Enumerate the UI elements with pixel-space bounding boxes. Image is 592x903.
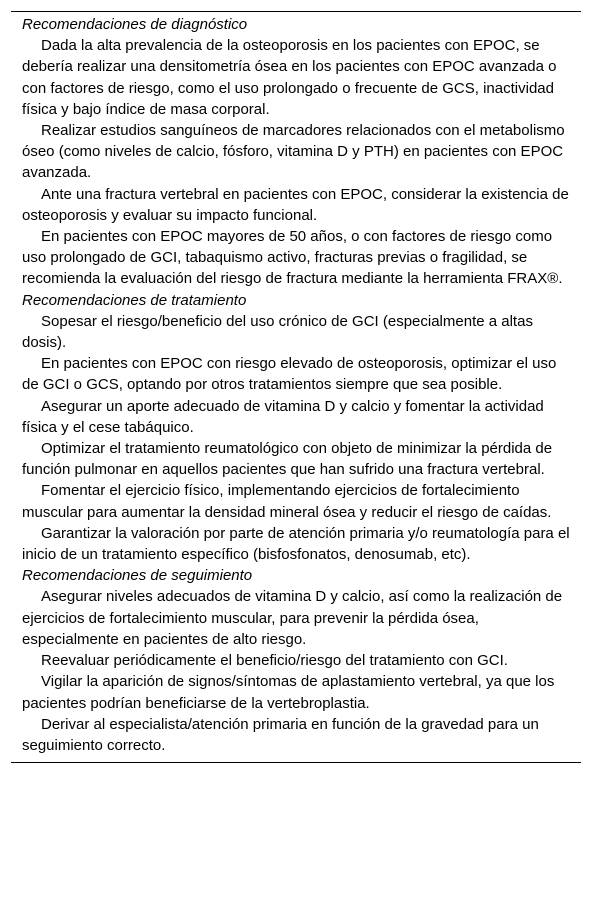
recommendation-item: Reevaluar periódicamente el beneficio/riesgo del tratamiento con GCI.	[41, 652, 508, 670]
section-treatment	[11, 290, 581, 566]
recommendation-item: En pacientes con EPOC con riesgo elevado de osteoporosis, optimizar el uso de GCI o GCS, optando por otros tratamientos siempre que sea posible.	[22, 355, 557, 394]
section-title: Recomendaciones de diagnóstico	[22, 16, 248, 33]
section-diagnosis	[11, 14, 581, 290]
recommendation-item: Sopesar el riesgo/beneficio del uso crónico de GCI (especialmente a altas dosis).	[22, 312, 533, 352]
recommendation-item: Vigilar la aparición de signos/síntomas de aplastamiento vertebral, ya que los pacientes podrían beneficiarse de la vertebroplastia.	[22, 673, 555, 712]
recommendation-item: Ante una fractura vertebral en pacientes con EPOC, considerar la existencia de osteoporosis y evaluar su impacto funcional.	[22, 185, 569, 224]
recommendations-table	[11, 11, 581, 763]
recommendation-item: Realizar estudios sanguíneos de marcadores relacionados con el metabolismo óseo (como niveles de calcio, fósforo, vitamina D y PTH) en pacientes con EPOC avanzada.	[22, 122, 565, 182]
recommendation-item: Optimizar el tratamiento reumatológico con objeto de minimizar la pérdida de función pulmonar en aquellos pacientes que han sufrido una fractura vertebral.	[22, 440, 553, 479]
section-title: Recomendaciones de seguimiento	[22, 567, 253, 585]
section-title: Recomendaciones de tratamiento	[22, 291, 247, 309]
recommendation-item: Garantizar la valoración por parte de atención primaria y/o reumatología para el inicio de un tratamiento específico (bisfosfonatos, denosumab, etc).	[22, 524, 570, 564]
recommendation-item: En pacientes con EPOC mayores de 50 años, o con factores de riesgo como uso prolongado de GCI, tabaquismo activo, fracturas previas o fragilidad, se recomienda la evaluación del riesgo de fractura mediante la herramienta FRAX®.	[22, 228, 563, 288]
recommendation-item: Derivar al especialista/atención primaria en función de la gravedad para un seguimiento correcto.	[22, 715, 539, 754]
recommendation-item: Asegurar niveles adecuados de vitamina D y calcio, así como la realización de ejercicios de fortalecimiento muscular, para prevenir la pérdida ósea, especialmente en pacientes de alto riesgo.	[22, 588, 563, 648]
recommendation-item: Dada la alta prevalencia de la osteoporosis en los pacientes con EPOC, se debería realizar una densitometría ósea en los pacientes con EPOC avanzada o con factores de riesgo, como el uso prolongado o frecuente de GCS, inactividad física y bajo índice de masa corporal.	[22, 37, 557, 118]
recommendation-item: Fomentar el ejercicio físico, implementando ejercicios de fortalecimiento muscular para aumentar la densidad mineral ósea y reducir el riesgo de caídas.	[22, 482, 552, 521]
recommendation-item: Asegurar un aporte adecuado de vitamina D y calcio y fomentar la actividad física y el cese tabáquico.	[22, 397, 544, 436]
section-follow-up	[11, 565, 581, 756]
